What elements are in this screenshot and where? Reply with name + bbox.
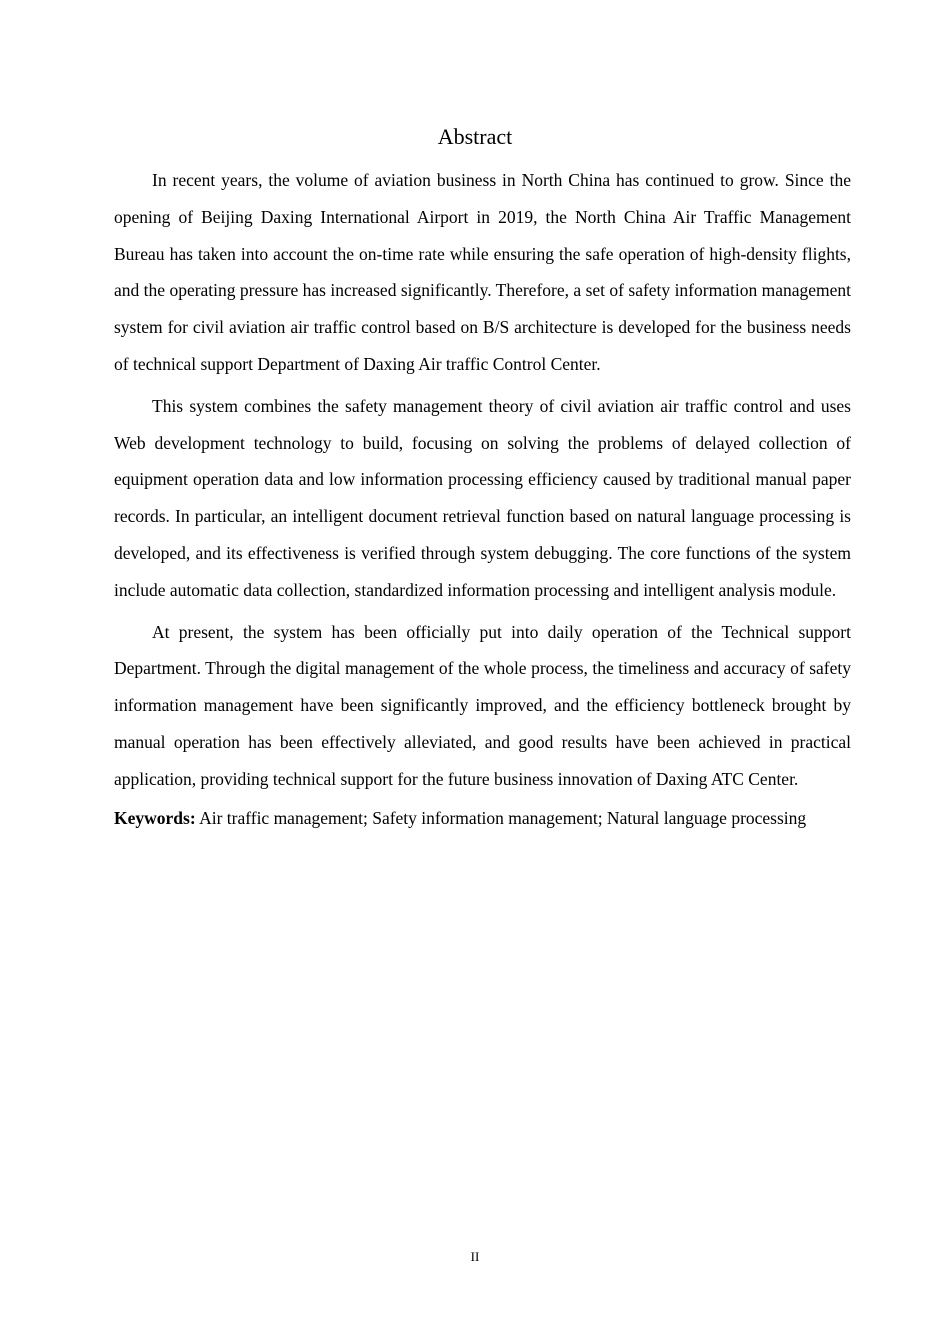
keywords-line bbox=[114, 801, 851, 836]
abstract-paragraph-3: At present, the system has been officially put into daily operation of the Technical support Department. Through the digital management of the whole process, the timeliness and accuracy of safety information management have been significantly improved, and the efficiency bottleneck brought by manual operation has been effectively alleviated, and good results have been achieved in practical application, providing technical support for the future business innovation of Daxing ATC Center. bbox=[114, 621, 851, 789]
abstract-paragraph-1: In recent years, the volume of aviation business in North China has continued to grow. Since the opening of Beijing Daxing International Airport in 2019, the North China Air Traffic Management Bureau has taken into account the on-time rate while ensuring the safe operation of high-density flights, and the operating pressure has increased significantly. Therefore, a set of safety information management system for civil aviation air traffic control based on B/S architecture is developed for the business needs of technical support Department of Daxing Air traffic Control Center. bbox=[114, 170, 851, 374]
page-number: II bbox=[470, 1249, 480, 1264]
keywords-label: Keywords: bbox=[114, 807, 196, 828]
abstract-title: Abstract bbox=[437, 124, 513, 149]
abstract-body bbox=[114, 162, 851, 836]
abstract-paragraph-2: This system combines the safety management theory of civil aviation air traffic control and uses Web development technology to build, focusing on solving the problems of delayed collection of equipment operation data and low information processing efficiency caused by traditional manual paper records. In particular, an intelligent document retrieval function based on natural language processing is developed, and its effectiveness is verified through system debugging. The core functions of the system include automatic data collection, standardized information processing and intelligent analysis module. bbox=[114, 395, 851, 600]
keywords-text: Air traffic management; Safety information management; Natural language processing bbox=[195, 807, 807, 828]
